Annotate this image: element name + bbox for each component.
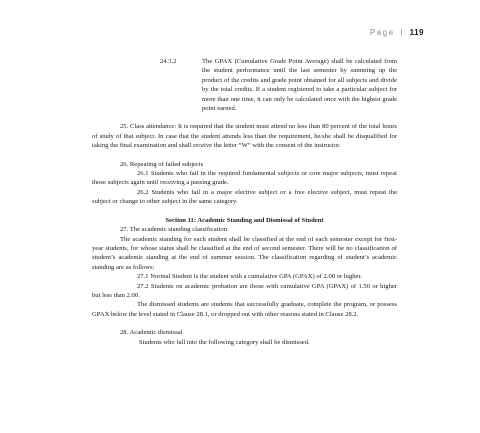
clause-28-paragraph: Students who fall into the following category shall be dismissed. (139, 338, 310, 346)
page-label: Page (369, 28, 395, 37)
page-number: 119 (409, 28, 424, 37)
clause-27-1-paragraph: 27.1 Normal Student is the student with a cumulative GPA (GPAX) of 2.00 or higher. (137, 273, 362, 281)
dismissed-paragraph: The dismissed students are students that successfully graduate, complete the program, or possess GPAX below the level stated in Clause 28.1, or dropped out with other reasons stated in Clause 28.2. (92, 301, 397, 318)
clause-26-1-paragraph: 26.1 Students who fail in the required fundamental subjects or core major subjects, must repeat those subjects again until receiving a passing grade. (92, 170, 397, 187)
clause-27-heading: 27. The academic standing classification (120, 226, 227, 234)
page-header (370, 28, 424, 37)
clause-26-2-paragraph: 26.2 Students who fail in a major elective subject or a free elective subject, must repeat the subject or change to other subject in the same category. (92, 188, 397, 206)
document-body (92, 57, 397, 347)
clause-25-paragraph: 25. Class attendance: It is required that the student must attend no less than 80 percent of the total hours of study of that subject. In case that the student attends less than the requirement, he/she shall be disqualified for taking the final examination and shall receive the letter “W” with the consent of the instructor. (92, 123, 397, 150)
clause-27-2-paragraph: 27.2 Students on academic probation are those with cumulative GPA (GPAX) of 1.50 or higher but less than 2.00. (92, 282, 397, 299)
clause-26-heading: 26. Repeating of failed subjects (120, 160, 204, 168)
section-11-title: Section 11: Academic Standing and Dismissal of Student (165, 216, 324, 224)
clause-27-paragraph: The academic standing for each student shall be classified at the end of each semester except for first-year students, for whose status shall be classified at the end of second semester. There will be no classification of student’s academic standing at the end of summer session. The classification regarding of student’s academic standing are as follows: (92, 235, 397, 271)
page-separator: | (400, 28, 404, 37)
clause-24-3-2 (92, 57, 397, 113)
clause-number: 24.3.2 (160, 58, 177, 65)
clause-28-heading: 28. Academic dismissal (120, 329, 183, 337)
clause-text: The GPAX (Cumulative Grade Point Average) shall be calculated from the student performance until the last semester by summing up the product of the credits and grade point obtained for all subjects and divide by the total credits. If a student registered to take a particular subject for more than one time, it can only be calculated once with the highest grade point earned. (202, 58, 397, 113)
